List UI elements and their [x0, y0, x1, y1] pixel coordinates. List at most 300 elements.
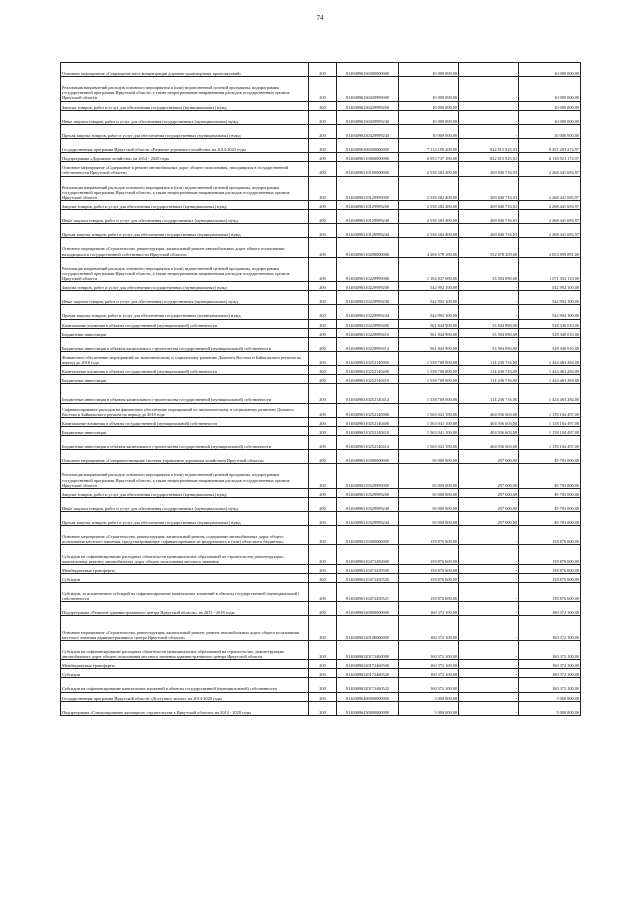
- row-group-code-cell: 200: [309, 417, 337, 426]
- row-classification-code-cell: 81404096310252140400: [337, 366, 399, 375]
- table-row: [61, 640, 581, 659]
- row-remaining-amount-cell: 10 000 000,00: [519, 124, 581, 138]
- row-classification-code-cell: 81404096400000000000: [337, 692, 399, 701]
- row-classification-code-cell: 81404096320172460520: [337, 669, 399, 678]
- row-approved-amount-cell: 50 000 000,00: [399, 464, 459, 488]
- row-remaining-amount-cell: 1 071 332 110,00: [519, 257, 581, 281]
- row-group-code-cell: 200: [309, 403, 337, 417]
- row-group-code-cell: 200: [309, 526, 337, 545]
- row-name-cell: Капитальные вложения в объекты государственной (муниципальной) собственности: [61, 417, 309, 426]
- row-name-cell: Основное мероприятие «Строительство, реконструкция, капитальный ремонт, ремонт автомобильных дорог общего пользования местного значения административного центра Иркутской области»: [61, 616, 309, 640]
- row-name-cell: Бюджетные инвестиции: [61, 375, 309, 384]
- row-group-code-cell: 200: [309, 545, 337, 564]
- row-executed-amount-cell: 269 840 716,03: [459, 210, 519, 224]
- row-approved-amount-cell: 5 000 000,00: [399, 692, 459, 701]
- row-group-code-cell: 200: [309, 210, 337, 224]
- row-name-cell: Подпрограмма «Дорожное хозяйство» на 2014 - 2020 годы: [61, 153, 309, 162]
- row-executed-amount-cell: 297 000,00: [459, 450, 519, 464]
- row-name-cell: Субсидии, за исключением субсидий на софинансирование капитальных вложений в объекты государственной (муниципальной) собственности: [61, 582, 309, 601]
- row-classification-code-cell: 81404096310100000000: [337, 162, 399, 176]
- table-row: [61, 678, 581, 692]
- table-row: [61, 573, 581, 582]
- row-classification-code-cell: 81404096310129999000: [337, 176, 399, 200]
- row-group-code-cell: 200: [309, 328, 337, 337]
- row-approved-amount-cell: 2 538 282 400,00: [399, 224, 459, 238]
- row-name-cell: Основное мероприятие «Строительство, реконструкция, капитальный ремонт автомобильных дорог общего пользования, находящихся в государственной собственности Иркутской области»: [61, 238, 309, 257]
- row-classification-code-cell: 81404096310472450500: [337, 564, 399, 573]
- row-remaining-amount-cell: 10 000 000,00: [519, 77, 581, 101]
- row-group-code-cell: 200: [309, 153, 337, 162]
- row-remaining-amount-cell: 542 992 100,00: [519, 282, 581, 291]
- row-approved-amount-cell: 10 000 000,00: [399, 124, 459, 138]
- table-row: [61, 124, 581, 138]
- row-name-cell: Субсидии на софинансирование расходных обязательств муниципальных образований на строительство, реконструкцию автомобильных дорог общего пользования местного значения административного центра Иркутской области: [61, 640, 309, 659]
- row-remaining-amount-cell: 3 653 899 891,00: [519, 238, 581, 257]
- table-row: [61, 526, 581, 545]
- row-name-cell: Государственная программа Иркутской области «Развитие дорожного хозяйства» на 2014-2020 годы: [61, 139, 309, 153]
- row-approved-amount-cell: 1 563 041 100,00: [399, 426, 459, 435]
- row-name-cell: Финансовое обеспечение мероприятий по экономическому и социальному развитию Дальнего Востока и Байкальского региона на период до 2018 года: [61, 351, 309, 365]
- row-remaining-amount-cell: 2 268 441 683,97: [519, 162, 581, 176]
- row-executed-amount-cell: -: [459, 124, 519, 138]
- row-classification-code-cell: 81404096310200000000: [337, 238, 399, 257]
- table-row: [61, 701, 581, 715]
- row-group-code-cell: 200: [309, 63, 337, 77]
- row-executed-amount-cell: -: [459, 582, 519, 601]
- row-approved-amount-cell: 1 104 837 000,00: [399, 257, 459, 281]
- row-name-cell: Прочая закупка товаров, работ и услуг для обеспечения государственных (муниципальных) нужд: [61, 305, 309, 319]
- row-executed-amount-cell: 297 000,00: [459, 464, 519, 488]
- row-executed-amount-cell: -: [459, 602, 519, 616]
- table-row: [61, 366, 581, 375]
- row-group-code-cell: 200: [309, 77, 337, 101]
- table-row: [61, 291, 581, 305]
- row-executed-amount-cell: 33 504 890,00: [459, 319, 519, 328]
- row-group-code-cell: 200: [309, 282, 337, 291]
- row-remaining-amount-cell: 49 703 000,00: [519, 488, 581, 497]
- row-name-cell: Софинансирование расходов на финансовое обеспечение мероприятий по экономическому и социальному развитию Дальнего Востока и Байкальского региона на период до 2018 года: [61, 403, 309, 417]
- row-classification-code-cell: 81404096310229999414: [337, 337, 399, 351]
- row-remaining-amount-cell: 49 703 000,00: [519, 512, 581, 526]
- table-row: [61, 616, 581, 640]
- row-remaining-amount-cell: 158 876 600,00: [519, 582, 581, 601]
- row-executed-amount-cell: 114 236 716,00: [459, 366, 519, 375]
- row-approved-amount-cell: 2 538 282 400,00: [399, 176, 459, 200]
- row-group-code-cell: 200: [309, 139, 337, 153]
- row-remaining-amount-cell: 160 372 100,00: [519, 602, 581, 616]
- row-classification-code-cell: 81404096310129999200: [337, 200, 399, 209]
- row-approved-amount-cell: 1 538 700 000,00: [399, 351, 459, 365]
- table-row: [61, 63, 581, 77]
- table-row: [61, 257, 581, 281]
- row-classification-code-cell: 81404096230429999200: [337, 101, 399, 110]
- row-remaining-amount-cell: 10 000 000,00: [519, 63, 581, 77]
- row-executed-amount-cell: -: [459, 526, 519, 545]
- row-group-code-cell: 200: [309, 435, 337, 449]
- row-name-cell: Субсидии на софинансирование капитальных вложений в объекты государственной (муниципальной) собственности: [61, 678, 309, 692]
- row-remaining-amount-cell: 6 130 921 174,97: [519, 153, 581, 162]
- row-name-cell: Основное мероприятие «Содержание и ремонт автомобильных дорог общего пользования, находящихся в государственной собственности Иркутской области»: [61, 162, 309, 176]
- row-approved-amount-cell: 50 000 000,00: [399, 497, 459, 511]
- row-executed-amount-cell: 404 936 603,00: [459, 403, 519, 417]
- row-approved-amount-cell: 1 563 041 100,00: [399, 417, 459, 426]
- table-row: [61, 153, 581, 162]
- table-row: [61, 351, 581, 365]
- row-remaining-amount-cell: 2 268 441 683,97: [519, 200, 581, 209]
- row-group-code-cell: 200: [309, 337, 337, 351]
- row-executed-amount-cell: -: [459, 110, 519, 124]
- row-remaining-amount-cell: 2 268 441 683,97: [519, 210, 581, 224]
- row-group-code-cell: 200: [309, 602, 337, 616]
- row-executed-amount-cell: -: [459, 640, 519, 659]
- row-remaining-amount-cell: 1 424 463 284,00: [519, 384, 581, 403]
- table-row: [61, 450, 581, 464]
- row-approved-amount-cell: 542 992 100,00: [399, 282, 459, 291]
- row-approved-amount-cell: 4 206 578 100,00: [399, 238, 459, 257]
- table-row: [61, 403, 581, 417]
- table-row: [61, 337, 581, 351]
- row-approved-amount-cell: 1 538 700 000,00: [399, 375, 459, 384]
- row-name-cell: Закупка товаров, работ и услуг для обеспечения государственных (муниципальных) нужд: [61, 282, 309, 291]
- row-name-cell: Субсидии на софинансирование расходных обязательств муниципальных образований по строительству, реконструкции, капитальному ремонту автомобильных дорог общего пользования местного значения: [61, 545, 309, 564]
- row-group-code-cell: 200: [309, 319, 337, 328]
- row-remaining-amount-cell: 6 291 293 274,97: [519, 139, 581, 153]
- table-row: [61, 375, 581, 384]
- row-approved-amount-cell: 542 992 100,00: [399, 291, 459, 305]
- row-classification-code-cell: 81404096230400000000: [337, 63, 399, 77]
- table-row: [61, 435, 581, 449]
- row-remaining-amount-cell: 49 703 000,00: [519, 450, 581, 464]
- row-name-cell: Субсидии: [61, 669, 309, 678]
- table-row: [61, 464, 581, 488]
- row-executed-amount-cell: 269 840 716,03: [459, 224, 519, 238]
- row-name-cell: Реализация направлений расходов основного мероприятия и (или) ведомственной целевой программы, подпрограммы государственной программы Иркутской области, а также непрограммным направлениям расходов государственных органов Иркутской области: [61, 176, 309, 200]
- row-approved-amount-cell: 50 000 000,00: [399, 450, 459, 464]
- row-group-code-cell: 200: [309, 450, 337, 464]
- row-executed-amount-cell: -: [459, 291, 519, 305]
- row-group-code-cell: 200: [309, 375, 337, 384]
- row-classification-code-cell: 81404096310329999244: [337, 512, 399, 526]
- table-row: [61, 602, 581, 616]
- row-approved-amount-cell: 2 538 282 400,00: [399, 200, 459, 209]
- row-remaining-amount-cell: 528 340 010,00: [519, 337, 581, 351]
- row-group-code-cell: 200: [309, 101, 337, 110]
- row-approved-amount-cell: 561 844 900,00: [399, 328, 459, 337]
- table-row: [61, 660, 581, 669]
- budget-execution-table: [60, 62, 581, 716]
- row-remaining-amount-cell: 160 372 100,00: [519, 640, 581, 659]
- table-row: [61, 426, 581, 435]
- row-name-cell: Бюджетные инвестиции в объекты капитального строительства государственной (муниципальной) собственности: [61, 337, 309, 351]
- row-remaining-amount-cell: 528 340 010,00: [519, 328, 581, 337]
- row-remaining-amount-cell: 1 424 463 284,00: [519, 375, 581, 384]
- row-executed-amount-cell: 33 504 890,00: [459, 328, 519, 337]
- row-approved-amount-cell: 50 000 000,00: [399, 512, 459, 526]
- row-executed-amount-cell: -: [459, 101, 519, 110]
- row-group-code-cell: 200: [309, 582, 337, 601]
- row-name-cell: Подпрограмма «Стимулирование жилищного строительства в Иркутской области» на 2014 - 2020 годы: [61, 701, 309, 715]
- row-approved-amount-cell: 1 538 700 000,00: [399, 366, 459, 375]
- row-name-cell: Иные закупки товаров, работ и услуг для обеспечения государственных (муниципальных) нужд: [61, 110, 309, 124]
- row-name-cell: Капитальные вложения в объекты государственной (муниципальной) собственности: [61, 319, 309, 328]
- row-executed-amount-cell: 269 840 716,03: [459, 200, 519, 209]
- table-row: [61, 384, 581, 403]
- row-classification-code-cell: 81404096310300000000: [337, 450, 399, 464]
- row-remaining-amount-cell: 160 372 100,00: [519, 678, 581, 692]
- table-row: [61, 176, 581, 200]
- row-classification-code-cell: 81404096310329999000: [337, 464, 399, 488]
- row-name-cell: Основное мероприятие «Строительство, реконструкция, капитальный ремонт, содержание автомобильных дорог общего пользования местного значения, предусматривающее софинансирование из федерального и (или) областного бюджетов»: [61, 526, 309, 545]
- row-classification-code-cell: 81404096300000000000: [337, 139, 399, 153]
- row-approved-amount-cell: 160 372 100,00: [399, 669, 459, 678]
- row-executed-amount-cell: -: [459, 669, 519, 678]
- row-classification-code-cell: 81404096310229999000: [337, 257, 399, 281]
- row-remaining-amount-cell: 160 372 100,00: [519, 660, 581, 669]
- row-remaining-amount-cell: 1 158 104 497,00: [519, 426, 581, 435]
- table-row: [61, 101, 581, 110]
- row-approved-amount-cell: 50 000 000,00: [399, 488, 459, 497]
- row-executed-amount-cell: 822 815 925,03: [459, 139, 519, 153]
- row-remaining-amount-cell: 158 876 600,00: [519, 526, 581, 545]
- row-group-code-cell: 200: [309, 176, 337, 200]
- row-group-code-cell: 200: [309, 660, 337, 669]
- row-classification-code-cell: 81404096310252140410: [337, 426, 399, 435]
- row-group-code-cell: 200: [309, 110, 337, 124]
- row-executed-amount-cell: -: [459, 573, 519, 582]
- row-name-cell: Подпрограмма «Развитие административного центра Иркутской области» на 2015 - 2018 годы: [61, 602, 309, 616]
- table-row: [61, 210, 581, 224]
- table-row: [61, 162, 581, 176]
- row-approved-amount-cell: 2 538 282 400,00: [399, 162, 459, 176]
- table-row: [61, 224, 581, 238]
- row-group-code-cell: 200: [309, 305, 337, 319]
- row-remaining-amount-cell: 158 876 600,00: [519, 564, 581, 573]
- page-number: 74: [316, 14, 324, 22]
- row-executed-amount-cell: 33 504 890,00: [459, 337, 519, 351]
- row-group-code-cell: 200: [309, 512, 337, 526]
- row-remaining-amount-cell: 528 340 010,00: [519, 319, 581, 328]
- row-remaining-amount-cell: 1 424 463 284,00: [519, 366, 581, 375]
- row-classification-code-cell: 81404096430000000000: [337, 701, 399, 715]
- row-name-cell: Бюджетные инвестиции: [61, 328, 309, 337]
- row-approved-amount-cell: 158 876 600,00: [399, 573, 459, 582]
- row-approved-amount-cell: 561 844 900,00: [399, 337, 459, 351]
- row-classification-code-cell: 81404096310252140414: [337, 384, 399, 403]
- row-remaining-amount-cell: 1 158 104 497,00: [519, 435, 581, 449]
- table-row: [61, 200, 581, 209]
- row-remaining-amount-cell: 1 158 104 497,00: [519, 403, 581, 417]
- row-executed-amount-cell: -: [459, 564, 519, 573]
- row-approved-amount-cell: 7 114 109 200,00: [399, 139, 459, 153]
- row-executed-amount-cell: 404 936 603,00: [459, 435, 519, 449]
- row-group-code-cell: 200: [309, 701, 337, 715]
- row-approved-amount-cell: 160 372 100,00: [399, 678, 459, 692]
- row-group-code-cell: 200: [309, 564, 337, 573]
- table-row: [61, 319, 581, 328]
- table-row: [61, 139, 581, 153]
- row-classification-code-cell: 81404096310400000000: [337, 526, 399, 545]
- row-executed-amount-cell: -: [459, 692, 519, 701]
- row-name-cell: Закупка товаров, работ и услуг для обеспечения государственных (муниципальных) нужд: [61, 101, 309, 110]
- row-remaining-amount-cell: 5 000 000,00: [519, 692, 581, 701]
- row-executed-amount-cell: 552 678 209,00: [459, 238, 519, 257]
- row-group-code-cell: 200: [309, 238, 337, 257]
- table-body: [61, 63, 581, 716]
- table-row: [61, 488, 581, 497]
- row-classification-code-cell: 81404096310229999400: [337, 319, 399, 328]
- row-approved-amount-cell: 1 563 041 100,00: [399, 403, 459, 417]
- row-name-cell: Иные закупки товаров, работ и услуг для обеспечения государственных (муниципальных) нужд: [61, 210, 309, 224]
- row-group-code-cell: 200: [309, 488, 337, 497]
- row-name-cell: Основное мероприятие «Совершенствование системы управления дорожным хозяйством Иркутской области»: [61, 450, 309, 464]
- table-row: [61, 282, 581, 291]
- row-group-code-cell: 200: [309, 200, 337, 209]
- row-remaining-amount-cell: 2 268 441 683,97: [519, 224, 581, 238]
- row-classification-code-cell: 81404096310129999244: [337, 224, 399, 238]
- row-executed-amount-cell: -: [459, 616, 519, 640]
- row-classification-code-cell: 81404096310472450521: [337, 582, 399, 601]
- row-name-cell: Межбюджетные трансферты: [61, 660, 309, 669]
- row-approved-amount-cell: 158 876 600,00: [399, 545, 459, 564]
- row-group-code-cell: 200: [309, 351, 337, 365]
- table-row: [61, 417, 581, 426]
- row-executed-amount-cell: -: [459, 660, 519, 669]
- row-classification-code-cell: 81404096310252140410: [337, 375, 399, 384]
- row-classification-code-cell: 81404096310329999240: [337, 497, 399, 511]
- row-name-cell: Бюджетные инвестиции в объекты капитального строительства государственной (муниципальной) собственности: [61, 435, 309, 449]
- row-classification-code-cell: 81404096310472450520: [337, 573, 399, 582]
- row-classification-code-cell: 81404096310252140414: [337, 435, 399, 449]
- row-group-code-cell: 200: [309, 162, 337, 176]
- table-row: [61, 564, 581, 573]
- row-executed-amount-cell: -: [459, 701, 519, 715]
- row-approved-amount-cell: 10 000 000,00: [399, 77, 459, 101]
- row-executed-amount-cell: -: [459, 77, 519, 101]
- row-remaining-amount-cell: 10 000 000,00: [519, 110, 581, 124]
- row-classification-code-cell: 81404096310229999244: [337, 305, 399, 319]
- row-name-cell: Прочая закупка товаров, работ и услуг для обеспечения государственных (муниципальных) нужд: [61, 512, 309, 526]
- row-group-code-cell: 200: [309, 426, 337, 435]
- row-name-cell: Реализация направлений расходов основного мероприятия и (или) ведомственной целевой программы, подпрограммы государственной программы Иркутской области, а также непрограммным направлениям расходов государственных органов Иркутской области: [61, 464, 309, 488]
- row-name-cell: Субсидии: [61, 573, 309, 582]
- row-classification-code-cell: 81404096230429999240: [337, 110, 399, 124]
- table-row: [61, 582, 581, 601]
- row-executed-amount-cell: 404 936 603,00: [459, 426, 519, 435]
- row-executed-amount-cell: 822 815 925,03: [459, 153, 519, 162]
- row-classification-code-cell: 81404096320000000000: [337, 602, 399, 616]
- table-row: [61, 692, 581, 701]
- row-group-code-cell: 200: [309, 640, 337, 659]
- row-name-cell: Реализация направлений расходов основного мероприятия и (или) ведомственной целевой программы, подпрограммы государственной программы Иркутской области, а также непрограммным направлениям расходов государственных органов Иркутской области: [61, 77, 309, 101]
- row-executed-amount-cell: -: [459, 678, 519, 692]
- row-remaining-amount-cell: 158 876 600,00: [519, 573, 581, 582]
- row-executed-amount-cell: 404 936 603,00: [459, 417, 519, 426]
- row-executed-amount-cell: -: [459, 63, 519, 77]
- row-remaining-amount-cell: 542 992 100,00: [519, 291, 581, 305]
- row-name-cell: Закупка товаров, работ и услуг для обеспечения государственных (муниципальных) нужд: [61, 200, 309, 209]
- row-classification-code-cell: 81404096310229999240: [337, 291, 399, 305]
- table-row: [61, 669, 581, 678]
- row-approved-amount-cell: 160 372 100,00: [399, 602, 459, 616]
- row-group-code-cell: 200: [309, 464, 337, 488]
- row-classification-code-cell: 81404096310252140000: [337, 351, 399, 365]
- row-approved-amount-cell: 5 000 000,00: [399, 701, 459, 715]
- row-classification-code-cell: 81404096310252140400: [337, 417, 399, 426]
- table-row: [61, 328, 581, 337]
- row-approved-amount-cell: 158 876 600,00: [399, 582, 459, 601]
- row-group-code-cell: 200: [309, 669, 337, 678]
- row-group-code-cell: 200: [309, 291, 337, 305]
- row-remaining-amount-cell: 5 000 000,00: [519, 701, 581, 715]
- row-approved-amount-cell: 158 876 600,00: [399, 564, 459, 573]
- row-classification-code-cell: 81404096320172460500: [337, 660, 399, 669]
- row-group-code-cell: 200: [309, 257, 337, 281]
- row-remaining-amount-cell: 1 158 104 497,00: [519, 417, 581, 426]
- row-group-code-cell: 200: [309, 616, 337, 640]
- row-group-code-cell: 200: [309, 384, 337, 403]
- row-name-cell: Бюджетные инвестиции: [61, 426, 309, 435]
- table-row: [61, 110, 581, 124]
- row-approved-amount-cell: 160 372 100,00: [399, 640, 459, 659]
- table-row: [61, 305, 581, 319]
- row-name-cell: Прочая закупка товаров, работ и услуг для обеспечения государственных (муниципальных) нужд: [61, 124, 309, 138]
- row-approved-amount-cell: 1 538 700 000,00: [399, 384, 459, 403]
- row-name-cell: Межбюджетные трансферты: [61, 564, 309, 573]
- row-remaining-amount-cell: 160 372 100,00: [519, 669, 581, 678]
- row-approved-amount-cell: 10 000 000,00: [399, 63, 459, 77]
- row-executed-amount-cell: 33 504 890,00: [459, 257, 519, 281]
- row-classification-code-cell: 81404096230429999000: [337, 77, 399, 101]
- row-executed-amount-cell: -: [459, 545, 519, 564]
- row-approved-amount-cell: 10 000 000,00: [399, 110, 459, 124]
- row-approved-amount-cell: 1 563 041 100,00: [399, 435, 459, 449]
- row-classification-code-cell: 81404096310129999240: [337, 210, 399, 224]
- row-group-code-cell: 200: [309, 573, 337, 582]
- row-remaining-amount-cell: 158 876 600,00: [519, 545, 581, 564]
- row-group-code-cell: 200: [309, 678, 337, 692]
- row-executed-amount-cell: -: [459, 282, 519, 291]
- row-executed-amount-cell: 297 000,00: [459, 488, 519, 497]
- row-approved-amount-cell: 561 844 900,00: [399, 319, 459, 328]
- row-name-cell: Закупка товаров, работ и услуг для обеспечения государственных (муниципальных) нужд: [61, 488, 309, 497]
- row-approved-amount-cell: 160 372 100,00: [399, 616, 459, 640]
- row-executed-amount-cell: 297 000,00: [459, 497, 519, 511]
- table-row: [61, 497, 581, 511]
- row-remaining-amount-cell: 1 424 463 284,00: [519, 351, 581, 365]
- row-executed-amount-cell: 114 236 716,00: [459, 375, 519, 384]
- row-classification-code-cell: 81404096320172460522: [337, 678, 399, 692]
- row-remaining-amount-cell: 542 992 100,00: [519, 305, 581, 319]
- row-approved-amount-cell: 6 953 737 100,00: [399, 153, 459, 162]
- row-remaining-amount-cell: 10 000 000,00: [519, 101, 581, 110]
- row-remaining-amount-cell: 49 703 000,00: [519, 464, 581, 488]
- row-approved-amount-cell: 10 000 000,00: [399, 101, 459, 110]
- row-group-code-cell: 200: [309, 366, 337, 375]
- row-classification-code-cell: 81404096320172460000: [337, 640, 399, 659]
- row-name-cell: Иные закупки товаров, работ и услуг для обеспечения государственных (муниципальных) нужд: [61, 497, 309, 511]
- row-name-cell: Основное мероприятие «Сокращение мест концентрации дорожно-транспортных происшествий»: [61, 63, 309, 77]
- row-name-cell: Бюджетные инвестиции в объекты капитального строительства государственной (муниципальной) собственности: [61, 384, 309, 403]
- row-classification-code-cell: 81404096230429999244: [337, 124, 399, 138]
- row-classification-code-cell: 81404096310472450000: [337, 545, 399, 564]
- row-remaining-amount-cell: 49 703 000,00: [519, 497, 581, 511]
- row-approved-amount-cell: 158 876 600,00: [399, 526, 459, 545]
- row-executed-amount-cell: -: [459, 305, 519, 319]
- row-approved-amount-cell: 2 538 282 400,00: [399, 210, 459, 224]
- row-name-cell: Государственная программа Иркутской области «Доступное жилье» на 2014-2020 годы: [61, 692, 309, 701]
- row-name-cell: Иные закупки товаров, работ и услуг для обеспечения государственных (муниципальных) нужд: [61, 291, 309, 305]
- row-name-cell: Реализация направлений расходов основного мероприятия и (или) ведомственной целевой программы, подпрограммы государственной программы Иркутской области, а также непрограммным направлениям расходов государственных органов Иркутской области: [61, 257, 309, 281]
